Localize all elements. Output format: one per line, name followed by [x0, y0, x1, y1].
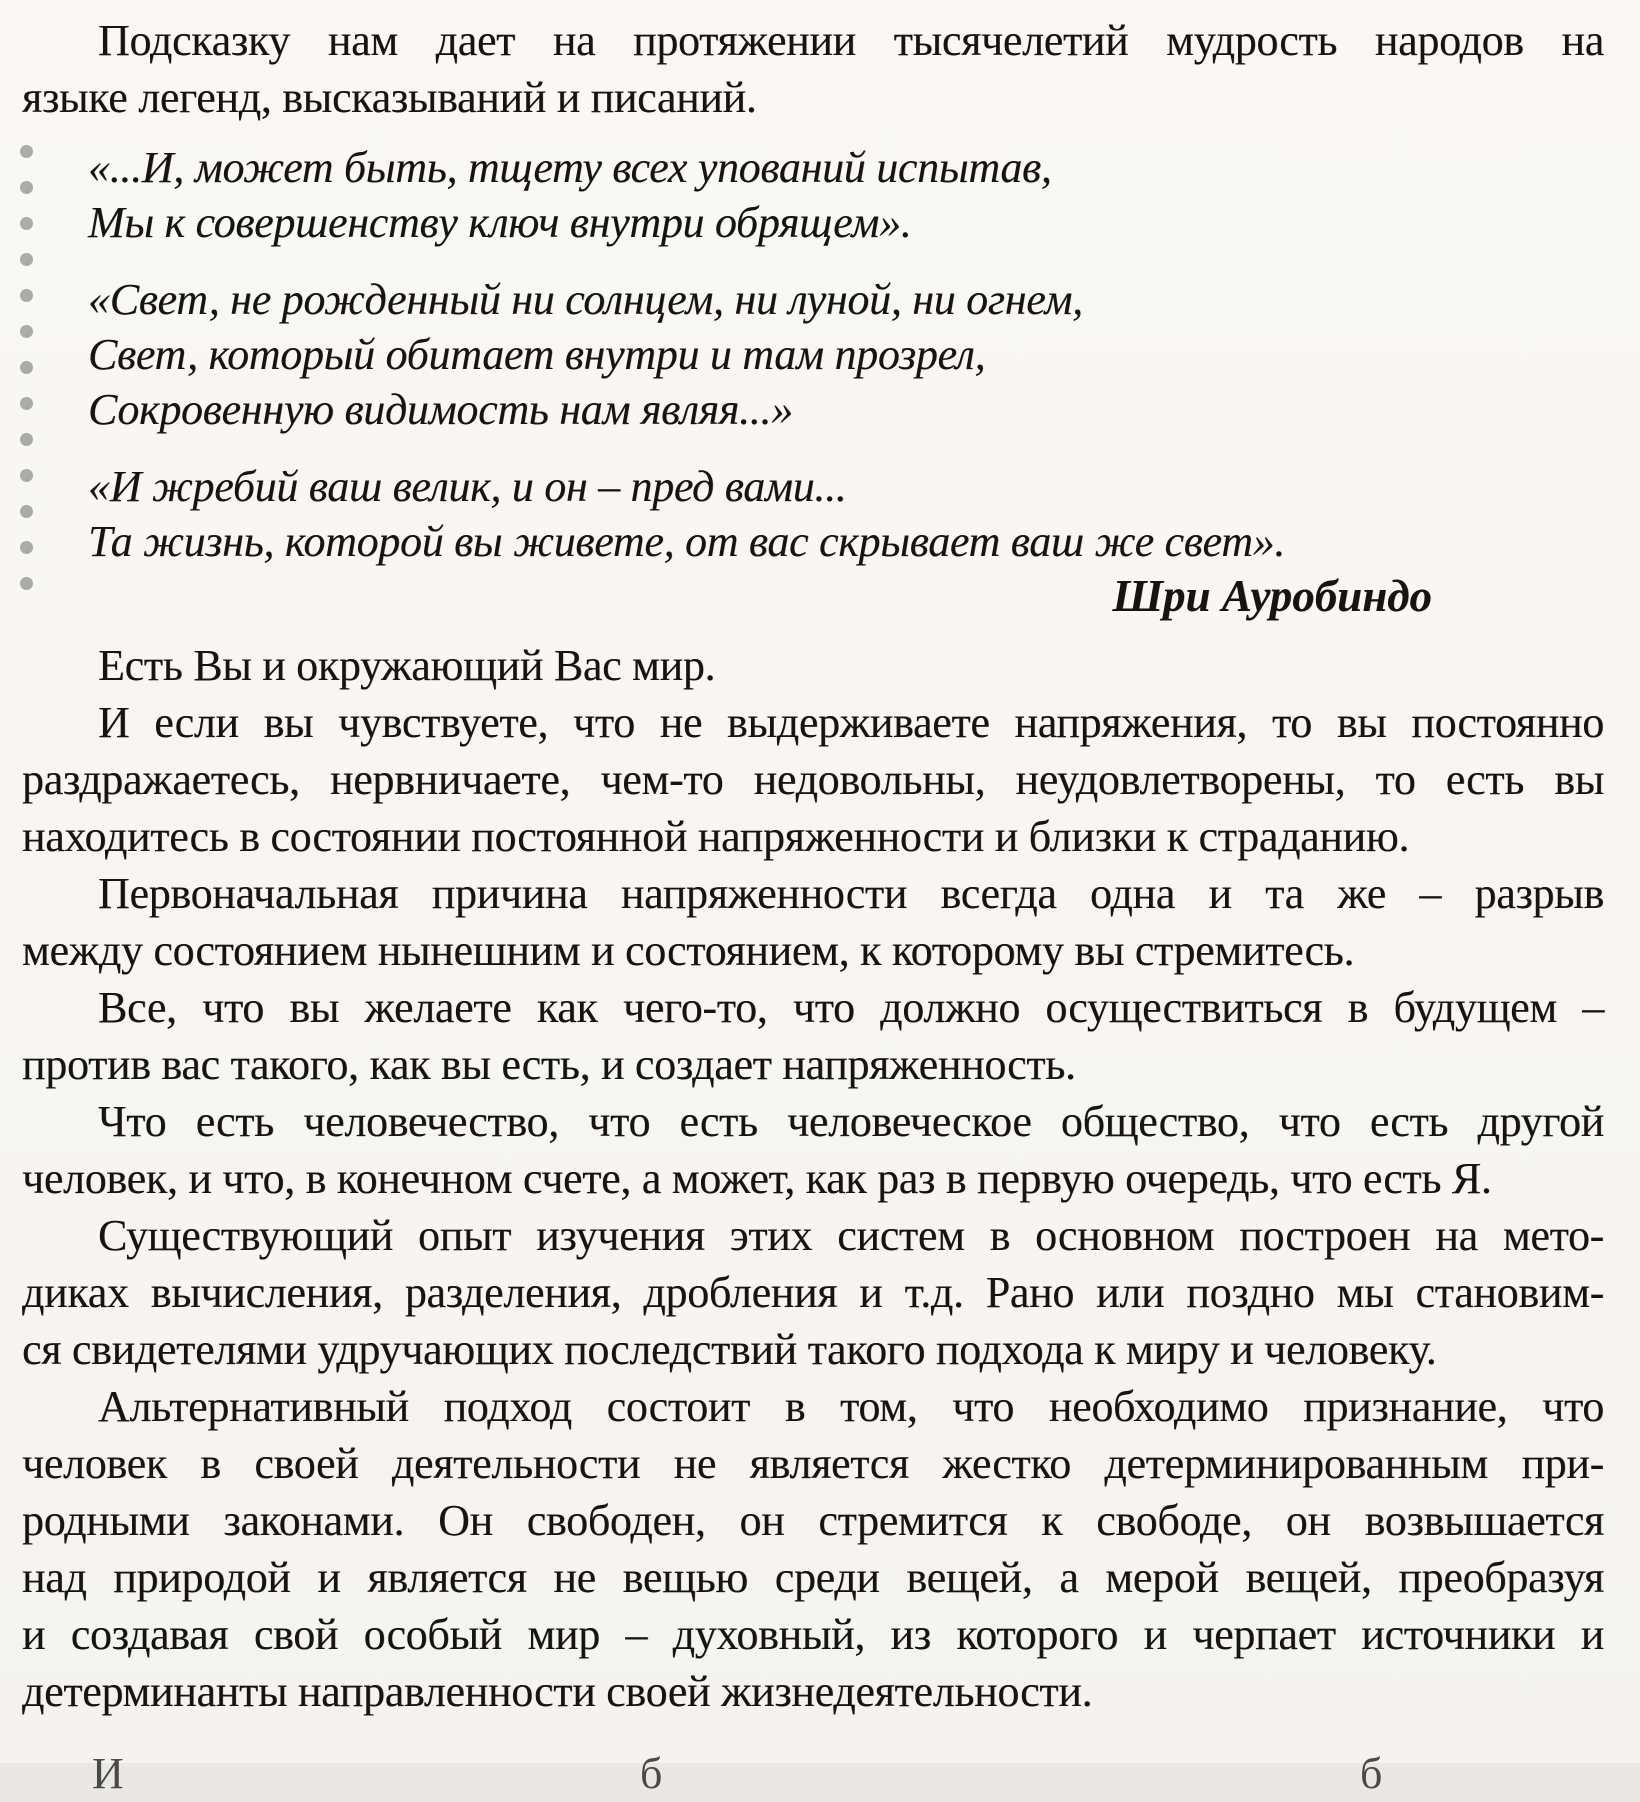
verse-line: «Свет, не рожденный ни солнцем, ни луной, ни огнем,	[88, 275, 1083, 324]
verse-line: «...И, может быть, тщету всех упований испытав,	[88, 143, 1052, 192]
paragraph	[22, 1093, 1604, 1207]
text-line: диках вычисления, разделения, дробления и т.д. Рано или поздно мы становим-	[22, 1268, 1604, 1317]
cutoff-glyph-fragment: И	[92, 1749, 124, 1798]
text-line: человек в своей деятельности не является жестко детерминированным при-	[22, 1439, 1604, 1488]
verse-stanza	[88, 459, 1604, 569]
verse-line: Свет, который обитает внутри и там прозрел,	[88, 330, 986, 379]
text-line: Есть Вы и окружающий Вас мир.	[98, 641, 716, 690]
text-line: ся свидетелями удручающих последствий такого подхода к миру и человеку.	[22, 1325, 1437, 1374]
verse-line: «И жребий ваш велик, и он – пред вами...	[88, 462, 847, 511]
paragraph	[22, 637, 1604, 694]
text-line: находитесь в состоянии постоянной напряженности и близки к страданию.	[22, 812, 1410, 861]
text-line: языке легенд, высказываний и писаний.	[22, 73, 757, 122]
quote-attribution: Шри Ауробиндо	[1112, 571, 1432, 621]
text-line: между состоянием нынешним и состоянием, к которому вы стремитесь.	[22, 926, 1355, 975]
text-line: И если вы чувствуете, что не выдерживаете напряжения, то вы постоянно	[98, 698, 1604, 747]
text-line: родными законами. Он свободен, он стремится к свободе, он возвышается	[22, 1496, 1604, 1545]
text-line: над природой и является не вещью среди вещей, а мерой вещей, преобразуя	[22, 1553, 1604, 1602]
body-paragraphs	[22, 637, 1604, 1720]
text-line: Альтернативный подход состоит в том, что необходимо признание, что	[98, 1382, 1604, 1431]
paragraph	[22, 865, 1604, 979]
cutoff-next-line	[0, 1743, 1640, 1798]
verse-line: Мы к совершенству ключ внутри обрящем».	[88, 198, 912, 247]
text-line: Существующий опыт изучения этих систем в основном построен на мето-	[98, 1211, 1604, 1260]
text-line: и создавая свой особый мир – духовный, из которого и черпает источники и	[22, 1610, 1604, 1659]
text-line: человек, и что, в конечном счете, а может, как раз в первую очередь, что есть Я.	[22, 1154, 1492, 1203]
verse-quote-block	[88, 140, 1604, 569]
text-line: Все, что вы желаете как чего-то, что должно осуществиться в будущем –	[98, 983, 1604, 1032]
text-column	[22, 0, 1604, 1720]
paragraph	[22, 1207, 1604, 1378]
text-line: раздражаетесь, нервничаете, чем-то недовольны, неудовлетворены, то есть вы	[22, 755, 1604, 804]
verse-line: Сокровенную видимость нам являя...»	[88, 385, 793, 434]
text-line: Что есть человечество, что есть человеческое общество, что есть другой	[98, 1097, 1604, 1146]
paragraph	[22, 1378, 1604, 1720]
text-line: против вас такого, как вы есть, и создает напряженность.	[22, 1040, 1076, 1089]
text-line: Подсказку нам дает на протяжении тысячелетий мудрость народов на	[98, 16, 1604, 65]
verse-stanza	[88, 272, 1604, 437]
opening-paragraph	[22, 12, 1604, 126]
cutoff-glyph-fragment: б	[1360, 1749, 1383, 1798]
cutoff-glyph-fragment: б	[640, 1749, 663, 1798]
verse-line: Та жизнь, которой вы живете, от вас скрывает ваш же свет».	[88, 517, 1286, 566]
text-line: детерминанты направленности своей жизнедеятельности.	[22, 1667, 1093, 1716]
text-line: Первоначальная причина напряженности всегда одна и та же – разрыв	[98, 869, 1604, 918]
paragraph	[22, 979, 1604, 1093]
paragraph	[22, 694, 1604, 865]
verse-stanza	[88, 140, 1604, 250]
